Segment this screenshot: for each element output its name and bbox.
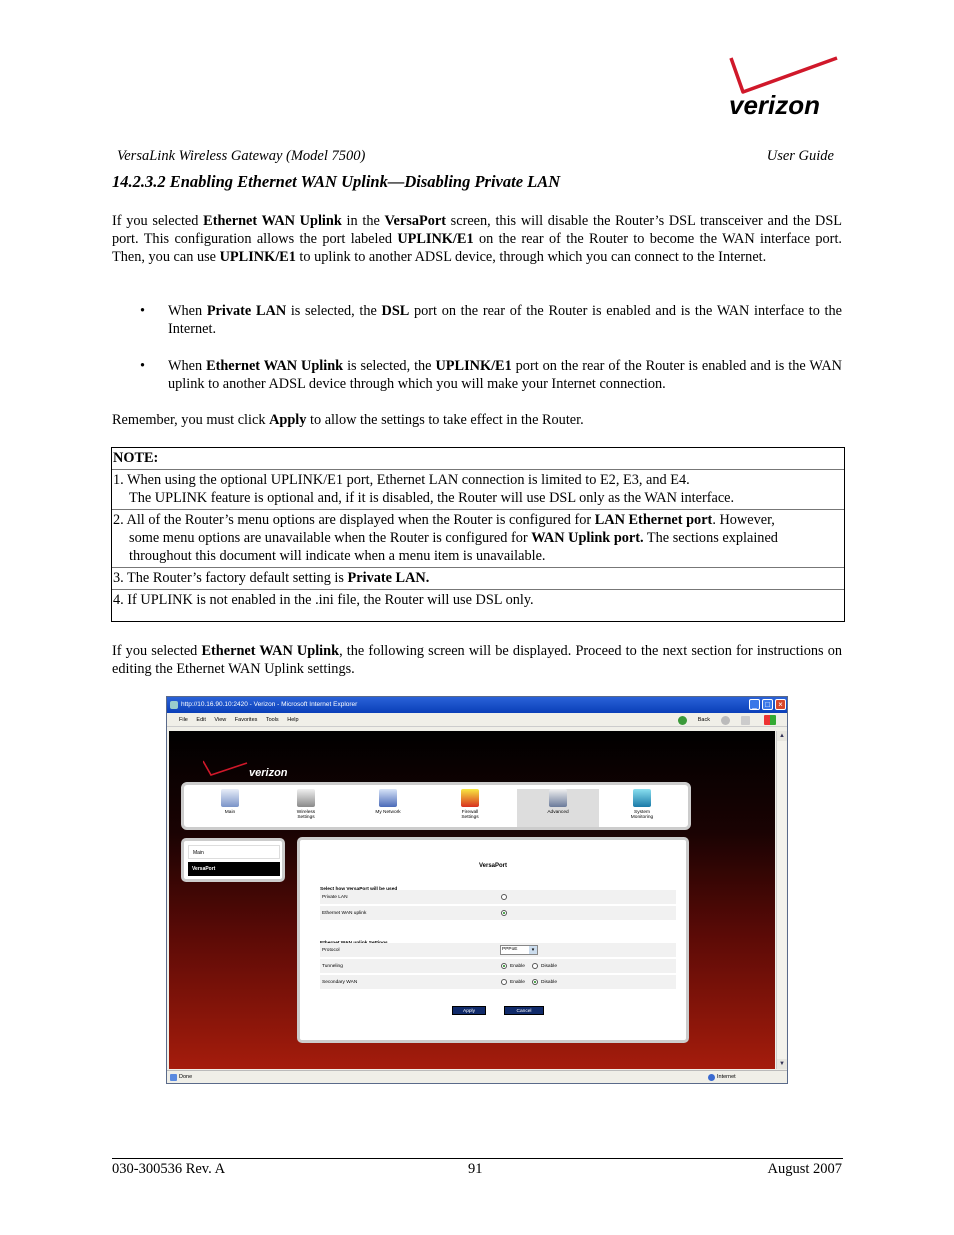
forward-arrow-icon[interactable] — [721, 716, 730, 725]
nav-main[interactable]: Main — [200, 789, 260, 827]
nav-system-monitoring[interactable]: System Monitoring — [612, 789, 672, 827]
window-title: http://10.16.90.10:2420 - Verizon - Microsoft Internet Explorer — [181, 701, 358, 708]
internet-zone-icon — [708, 1074, 715, 1081]
close-icon[interactable]: × — [775, 699, 786, 710]
radio-secondary-enable[interactable] — [501, 979, 507, 985]
radio-tunneling-enable[interactable] — [501, 963, 507, 969]
note-title: NOTE: — [112, 448, 844, 470]
maximize-icon[interactable]: □ — [762, 699, 773, 710]
back-label[interactable]: Back — [697, 717, 710, 723]
router-logo-text: verizon — [249, 767, 288, 779]
screen-intro: If you selected Ethernet WAN Uplink, the following screen will be displayed. Proceed to the next section for instructions on editing the Ethernet WAN Uplink settings. — [112, 643, 843, 677]
chevron-down-icon: ▾ — [529, 946, 537, 954]
menu-tools[interactable]: Tools — [265, 717, 279, 723]
network-icon — [379, 789, 397, 807]
nav-firewall-settings[interactable]: Firewall Settings — [440, 789, 500, 827]
wireless-icon — [297, 789, 315, 807]
radio-secondary-disable[interactable] — [532, 979, 538, 985]
verizon-logo — [725, 54, 843, 124]
nav-wireless-settings[interactable]: Wireless Settings — [276, 789, 336, 827]
cancel-button[interactable]: Cancel — [504, 1006, 544, 1015]
footer-rule — [112, 1158, 843, 1159]
doc-date: August 2007 — [767, 1161, 842, 1177]
radio-tunneling-disable[interactable] — [532, 963, 538, 969]
section-title: 14.2.3.2 Enabling Ethernet WAN Uplink—Disabling Private LAN — [112, 172, 561, 191]
nav-advanced[interactable]: Advanced — [517, 789, 599, 827]
page-viewport — [169, 731, 775, 1069]
note-item-4: 4. If UPLINK is not enabled in the .ini file, the Router will use DSL only. — [113, 592, 534, 608]
note-item-1: 1. When using the optional UPLINK/E1 port, Ethernet LAN connection is limited to E2, E3, and E4. The UPLINK feature is optional and, if it is disabled, the Router will use DSL only as the WAN interface. — [112, 470, 844, 510]
note-item-2: 2. All of the Router’s menu options are displayed when the Router is configured for LAN Ethernet port. However, some menu options are unavailable when the Router is configured for WAN Uplink port. The sections explained throughout this document will indicate when a menu item is unavailable. — [112, 510, 844, 568]
menu-edit[interactable]: Edit — [196, 717, 206, 723]
doc-type: User Guide — [766, 148, 834, 164]
logo-wordmark: verizon — [729, 90, 821, 120]
bullet-private-lan: • When Private LAN is selected, the DSL port on the rear of the Router is enabled and is the WAN interface to the Internet. — [140, 303, 842, 337]
main-nav — [181, 782, 691, 830]
bullet-ethernet-wan: • When Ethernet WAN Uplink is selected, the UPLINK/E1 port on the rear of the Router is enabled and is the WAN uplink to another ADSL device through which you will make your Internet connection. — [140, 358, 842, 392]
firewall-icon — [461, 789, 479, 807]
nav-my-network[interactable]: My Network — [358, 789, 418, 827]
versaport-panel — [297, 837, 689, 1043]
refresh-icon[interactable] — [741, 716, 750, 725]
row-private-lan: Private LAN — [320, 890, 676, 905]
minimize-icon[interactable]: _ — [749, 699, 760, 710]
page-done-icon — [170, 1074, 177, 1081]
menu-favorites[interactable]: Favorites — [234, 717, 258, 723]
scroll-down-icon[interactable]: ▼ — [777, 1059, 787, 1069]
scroll-up-icon[interactable]: ▲ — [777, 731, 787, 741]
status-zone: Internet — [717, 1074, 736, 1080]
window-titlebar — [167, 697, 787, 713]
browser-toolbar — [678, 714, 757, 726]
radio-ethernet-wan[interactable] — [501, 910, 507, 916]
ie-window-icon — [170, 701, 178, 709]
radio-private-lan[interactable] — [501, 894, 507, 900]
main-icon — [221, 789, 239, 807]
monitoring-icon — [633, 789, 651, 807]
apply-button[interactable]: Apply — [452, 1006, 486, 1015]
panel-title: VersaPort — [478, 863, 508, 869]
page-number: 91 — [468, 1161, 483, 1177]
doc-title: VersaLink Wireless Gateway (Model 7500) — [117, 148, 366, 164]
windows-logo-icon — [764, 715, 776, 725]
apply-reminder: Remember, you must click Apply to allow the settings to take effect in the Router. — [112, 412, 584, 428]
row-tunneling: Tunneling Enable Disable — [320, 959, 676, 974]
advanced-icon — [549, 789, 567, 807]
back-arrow-icon[interactable] — [678, 716, 687, 725]
status-text: Done — [179, 1074, 193, 1080]
side-item-main[interactable]: Main — [188, 845, 280, 859]
menu-view[interactable]: View — [214, 717, 227, 723]
menu-help[interactable]: Help — [287, 717, 299, 723]
intro-paragraph: If you selected Ethernet WAN Uplink in the VersaPort screen, this will disable the Router’s DSL transceiver and the DSL port. This configuration allows the port labeled UPLINK/E1 on the rear of the Router to become the WAN interface port. Then, you can use UPLINK/E1 to uplink to another ADSL device, through which you can connect to the Internet. — [112, 213, 843, 265]
menu-bar — [167, 713, 787, 727]
side-item-versaport[interactable]: VersaPort — [188, 862, 280, 876]
note-box — [111, 447, 845, 622]
browser-screenshot — [166, 696, 788, 1084]
side-menu — [181, 838, 285, 882]
menu-file[interactable]: File — [179, 717, 188, 723]
row-ethernet-wan: Ethernet WAN uplink — [320, 906, 676, 921]
row-secondary-wan: Secondary WAN Enable Disable — [320, 975, 676, 990]
vertical-scrollbar[interactable] — [776, 731, 786, 1069]
protocol-select[interactable]: PPPoE ▾ — [500, 945, 538, 955]
status-bar — [167, 1070, 787, 1083]
note-item-3: 3. The Router’s factory default setting is Private LAN. — [112, 568, 844, 590]
row-protocol: Protocol PPPoE ▾ — [320, 943, 676, 958]
doc-revision: 030-300536 Rev. A — [112, 1161, 226, 1177]
